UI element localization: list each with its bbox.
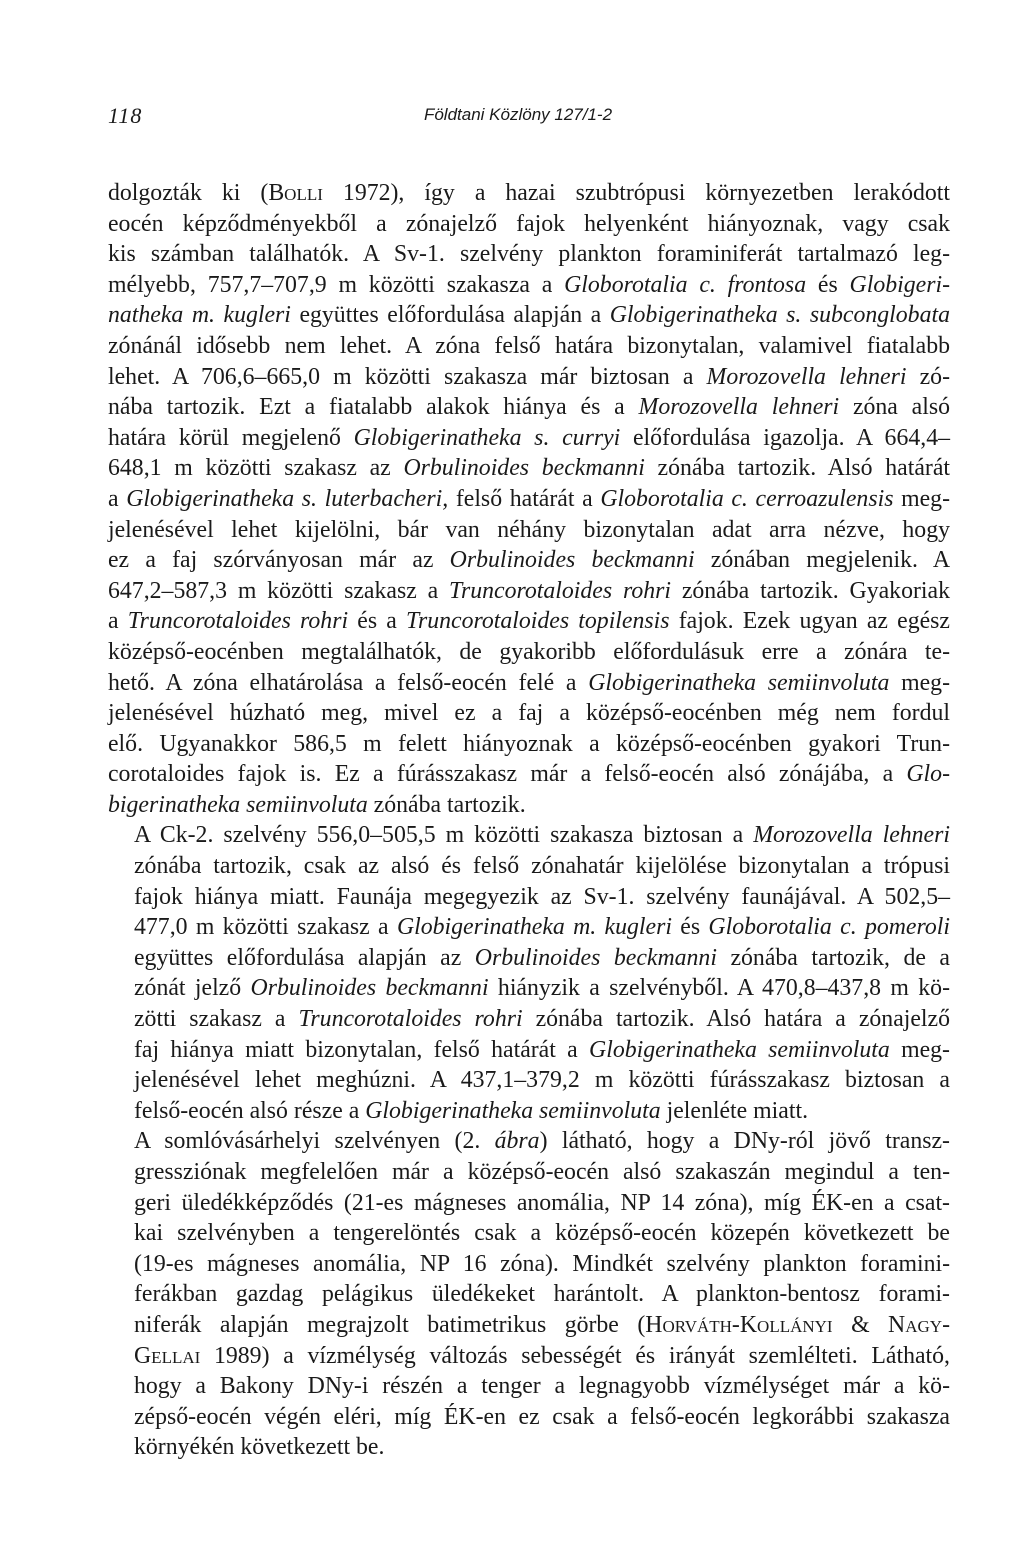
text-line	[108, 943, 950, 974]
text-line	[108, 515, 950, 546]
text-line	[108, 1432, 950, 1463]
page-number: 118	[108, 103, 143, 128]
text-run: faj hiánya miatt bizonytalan, felső határát a	[134, 1036, 590, 1063]
text-run: jelenésével lehet kijelölni, bár van néhány bizonytalan adat arra nézve, hogy	[108, 516, 950, 543]
italic-taxon-name: Globigeri-	[849, 271, 950, 298]
text-line	[108, 484, 950, 515]
text-line	[108, 851, 950, 882]
text-run: nába tartozik. Ezt a fiatalabb alakok hiánya és a	[108, 394, 639, 421]
text-line	[108, 729, 950, 760]
text-line	[108, 239, 950, 270]
text-line	[108, 576, 950, 607]
italic-taxon-name: Globigerinatheka s. luterbacheri,	[126, 485, 449, 512]
text-run: kai szelvényben a tengerelöntés csak a középső-eocén közepén következett be	[134, 1220, 950, 1247]
text-run: 647,2–587,3 m közötti szakasz a	[108, 577, 450, 604]
body-text	[108, 178, 950, 1463]
italic-taxon-name: ábra	[494, 1128, 540, 1155]
italic-taxon-name: Orbulinoides beckmanni	[449, 547, 695, 574]
italic-taxon-name: Orbulinoides beckmanni	[250, 975, 489, 1002]
text-line	[108, 1310, 950, 1341]
text-run: jelenléte miatt.	[660, 1097, 809, 1124]
text-line	[108, 1218, 950, 1249]
italic-taxon-name: natheka m. kugleri	[108, 302, 291, 329]
text-run: és	[806, 271, 850, 298]
text-run: határa körül megjelenő	[108, 424, 354, 451]
text-run: zónába tartozik, de a	[716, 944, 950, 971]
text-run: niferák alapján megrajzolt batimetrikus görbe (	[134, 1311, 646, 1338]
italic-taxon-name: Globorotalia c. frontosa	[564, 271, 807, 298]
italic-taxon-name: Globigerinatheka semiinvoluta	[365, 1097, 661, 1124]
text-run: kis számban találhatók. A Sv-1. szelvény plankton foraminiferát tartalmazó leg-	[108, 241, 950, 268]
italic-taxon-name: Morozovella lehneri	[638, 394, 840, 421]
text-line	[108, 820, 950, 851]
italic-taxon-name: Globorotalia c. pomeroli	[708, 914, 950, 941]
text-run: ez a faj szórványosan már az	[108, 547, 450, 574]
text-run: zónába tartozik. Gyakoriak	[671, 577, 950, 604]
paragraph	[108, 820, 950, 1126]
text-run: zónába tartozik. Alsó határa a zónajelző	[522, 1006, 951, 1033]
italic-taxon-name: Globigerinatheka semiinvoluta	[588, 669, 890, 696]
journal-title: Földtani Közlöny 127/1-2	[423, 105, 613, 124]
text-run: előfordulása igazolja. A 664,4–	[620, 424, 950, 451]
text-line	[108, 1035, 950, 1066]
text-line	[108, 1004, 950, 1035]
text-run: mélyebb, 757,7–707,9 m közötti szakasza a	[108, 271, 565, 298]
text-run: eocén képződményekből a zónajelző fajok helyenként hiányoznak, vagy csak	[108, 210, 950, 237]
text-line	[108, 423, 950, 454]
text-run: a	[108, 608, 128, 635]
text-line	[108, 1341, 950, 1372]
italic-taxon-name: Truncorotaloides topilensis	[406, 608, 670, 635]
text-line	[108, 1279, 950, 1310]
italic-taxon-name: Globigerinatheka s. curryi	[353, 424, 621, 451]
text-run: együttes előfordulása alapján az	[134, 944, 475, 971]
text-run: 648,1 m közötti szakasz az	[108, 455, 404, 482]
text-run: fajok hiánya miatt. Faunája megegyezik az Sv-1. szelvény faunájával. A 502,5–	[134, 883, 950, 910]
text-run: hogy a Bakony DNy-i részén a tenger a legnagyobb vízmélységet már a kö-	[134, 1373, 950, 1400]
italic-taxon-name: Orbulinoides beckmanni	[403, 455, 645, 482]
italic-taxon-name: Globorotalia c. cerroazulensis	[600, 485, 894, 512]
text-line	[108, 1126, 950, 1157]
text-run: a	[108, 485, 127, 512]
text-run: zépső-eocén végén eléri, míg ÉK-en ez csak a felső-eocén legkorábbi szakasza	[134, 1403, 950, 1430]
italic-taxon-name: Globigerinatheka semiinvoluta	[589, 1036, 890, 1063]
text-run: zónába tartozik.	[367, 791, 526, 818]
text-line	[108, 606, 950, 637]
author-name: Gellai	[134, 1342, 201, 1369]
text-run: zóna alsó	[839, 394, 950, 421]
text-line	[108, 698, 950, 729]
text-run: gressziónak megfelelően már a középső-eocén alsó szakaszán megindul a ten-	[134, 1159, 950, 1185]
text-line	[108, 637, 950, 668]
italic-taxon-name: Morozovella lehneri	[706, 363, 907, 390]
text-run: A somlóvásárhelyi szelvényen (2.	[134, 1128, 495, 1155]
text-run: A Ck-2. szelvény 556,0–505,5 m közötti szakasza biztosan a	[134, 822, 754, 849]
text-line	[108, 668, 950, 699]
text-run: 1989) a vízmélység változás sebességét és irányát szemlélteti. Látható,	[200, 1342, 950, 1369]
text-run: felső határát a	[448, 485, 601, 512]
text-line	[108, 1402, 950, 1433]
text-run: ) látható, hogy a DNy-ról jövő transz-	[539, 1128, 950, 1155]
italic-taxon-name: Globigerinatheka s. subconglobata	[609, 302, 950, 329]
text-run: zónába tartozik. Alsó határát	[644, 455, 950, 482]
text-line	[108, 882, 950, 913]
text-line	[108, 1371, 950, 1402]
text-run: felső-eocén alsó része a	[134, 1097, 366, 1124]
text-run: fajok. Ezek ugyan az egész	[669, 608, 950, 635]
text-line	[108, 973, 950, 1004]
italic-taxon-name: Glo-	[906, 761, 950, 788]
text-run: meg-	[889, 1036, 950, 1063]
text-run: hető. A zóna elhatárolása a felső-eocén felé a	[108, 669, 589, 696]
author-name: Nagy-	[888, 1311, 950, 1338]
text-run: &	[832, 1311, 889, 1338]
text-run: és	[671, 914, 709, 941]
text-run: hiányzik a szelvényből. A 470,8–437,8 m kö-	[488, 975, 950, 1002]
italic-taxon-name: Truncorotaloides rohri	[127, 608, 349, 635]
text-run: dolgozták ki (	[108, 180, 269, 206]
italic-taxon-name: bigerinatheka semiinvoluta	[108, 791, 368, 818]
paragraph	[108, 178, 950, 820]
text-line	[108, 790, 950, 821]
text-line	[108, 1249, 950, 1280]
author-name: Horváth-Kollányi	[645, 1311, 833, 1338]
text-line	[108, 545, 950, 576]
text-line	[108, 1096, 950, 1127]
text-line	[108, 392, 950, 423]
text-line	[108, 759, 950, 790]
text-run: zónánál idősebb nem lehet. A zóna felső határa bizonytalan, valamivel fiatalabb	[108, 332, 950, 359]
text-run: jelenésével húzható meg, mivel ez a faj a középső-eocénben még nem fordul	[108, 700, 950, 727]
italic-taxon-name: Truncorotaloides rohri	[449, 577, 671, 604]
text-run: középső-eocénben megtalálhatók, de gyakoribb előfordulásuk erre a zónára te-	[108, 638, 950, 665]
text-run: 477,0 m közötti szakasz a	[134, 914, 397, 941]
paragraph	[108, 1126, 950, 1463]
italic-taxon-name: Globigerinatheka m. kugleri	[396, 914, 672, 941]
text-run: corotaloides fajok is. Ez a fúrásszakasz már a felső-eocén alsó zónájába, a	[108, 761, 907, 788]
text-run: ferákban gazdag pelágikus üledékeket harántolt. A plankton-bentosz forami-	[134, 1281, 950, 1308]
running-header	[108, 103, 928, 143]
text-line	[108, 1065, 950, 1096]
text-line	[108, 912, 950, 943]
text-run: (19-es mágneses anomália, NP 16 zóna). Mindkét szelvény plankton foramini-	[134, 1250, 950, 1277]
italic-taxon-name: Truncorotaloides rohri	[298, 1006, 523, 1033]
text-line	[108, 453, 950, 484]
text-run: környékén következett be.	[134, 1434, 385, 1461]
text-run: meg-	[889, 669, 950, 696]
text-line	[108, 270, 950, 301]
text-run: zó-	[906, 363, 950, 390]
text-run: 1972), így a hazai szubtrópusi környezetben lerakódott	[322, 180, 950, 206]
text-line	[108, 300, 950, 331]
text-run: zónát jelző	[134, 975, 251, 1002]
text-line	[108, 209, 950, 240]
text-line	[108, 1157, 950, 1188]
italic-taxon-name: Orbulinoides beckmanni	[474, 944, 717, 971]
text-run: jelenésével lehet meghúzni. A 437,1–379,2 m közötti fúrásszakasz biztosan a	[134, 1067, 950, 1094]
author-name: Bolli	[268, 180, 323, 206]
text-line	[108, 178, 950, 209]
text-line	[108, 1188, 950, 1219]
text-run: és a	[348, 608, 407, 635]
text-run: zötti szakasz a	[134, 1006, 299, 1033]
text-run: zónában megjelenik. A	[694, 547, 951, 574]
text-run: lehet. A 706,6–665,0 m közötti szakasza már biztosan a	[108, 363, 707, 390]
text-line	[108, 362, 950, 393]
text-run: elő. Ugyanakkor 586,5 m felett hiányoznak a középső-eocénben gyakori Trun-	[108, 730, 950, 757]
text-run: zónába tartozik, csak az alsó és felső zónahatár kijelölése bizonytalan a trópusi	[134, 853, 950, 880]
italic-taxon-name: Morozovella lehneri	[753, 822, 950, 849]
text-run: geri üledékképződés (21-es mágneses anomália, NP 14 zóna), míg ÉK-en a csat-	[134, 1189, 950, 1216]
text-run: meg-	[893, 485, 951, 512]
text-line	[108, 331, 950, 362]
text-run: együttes előfordulása alapján a	[290, 302, 610, 329]
